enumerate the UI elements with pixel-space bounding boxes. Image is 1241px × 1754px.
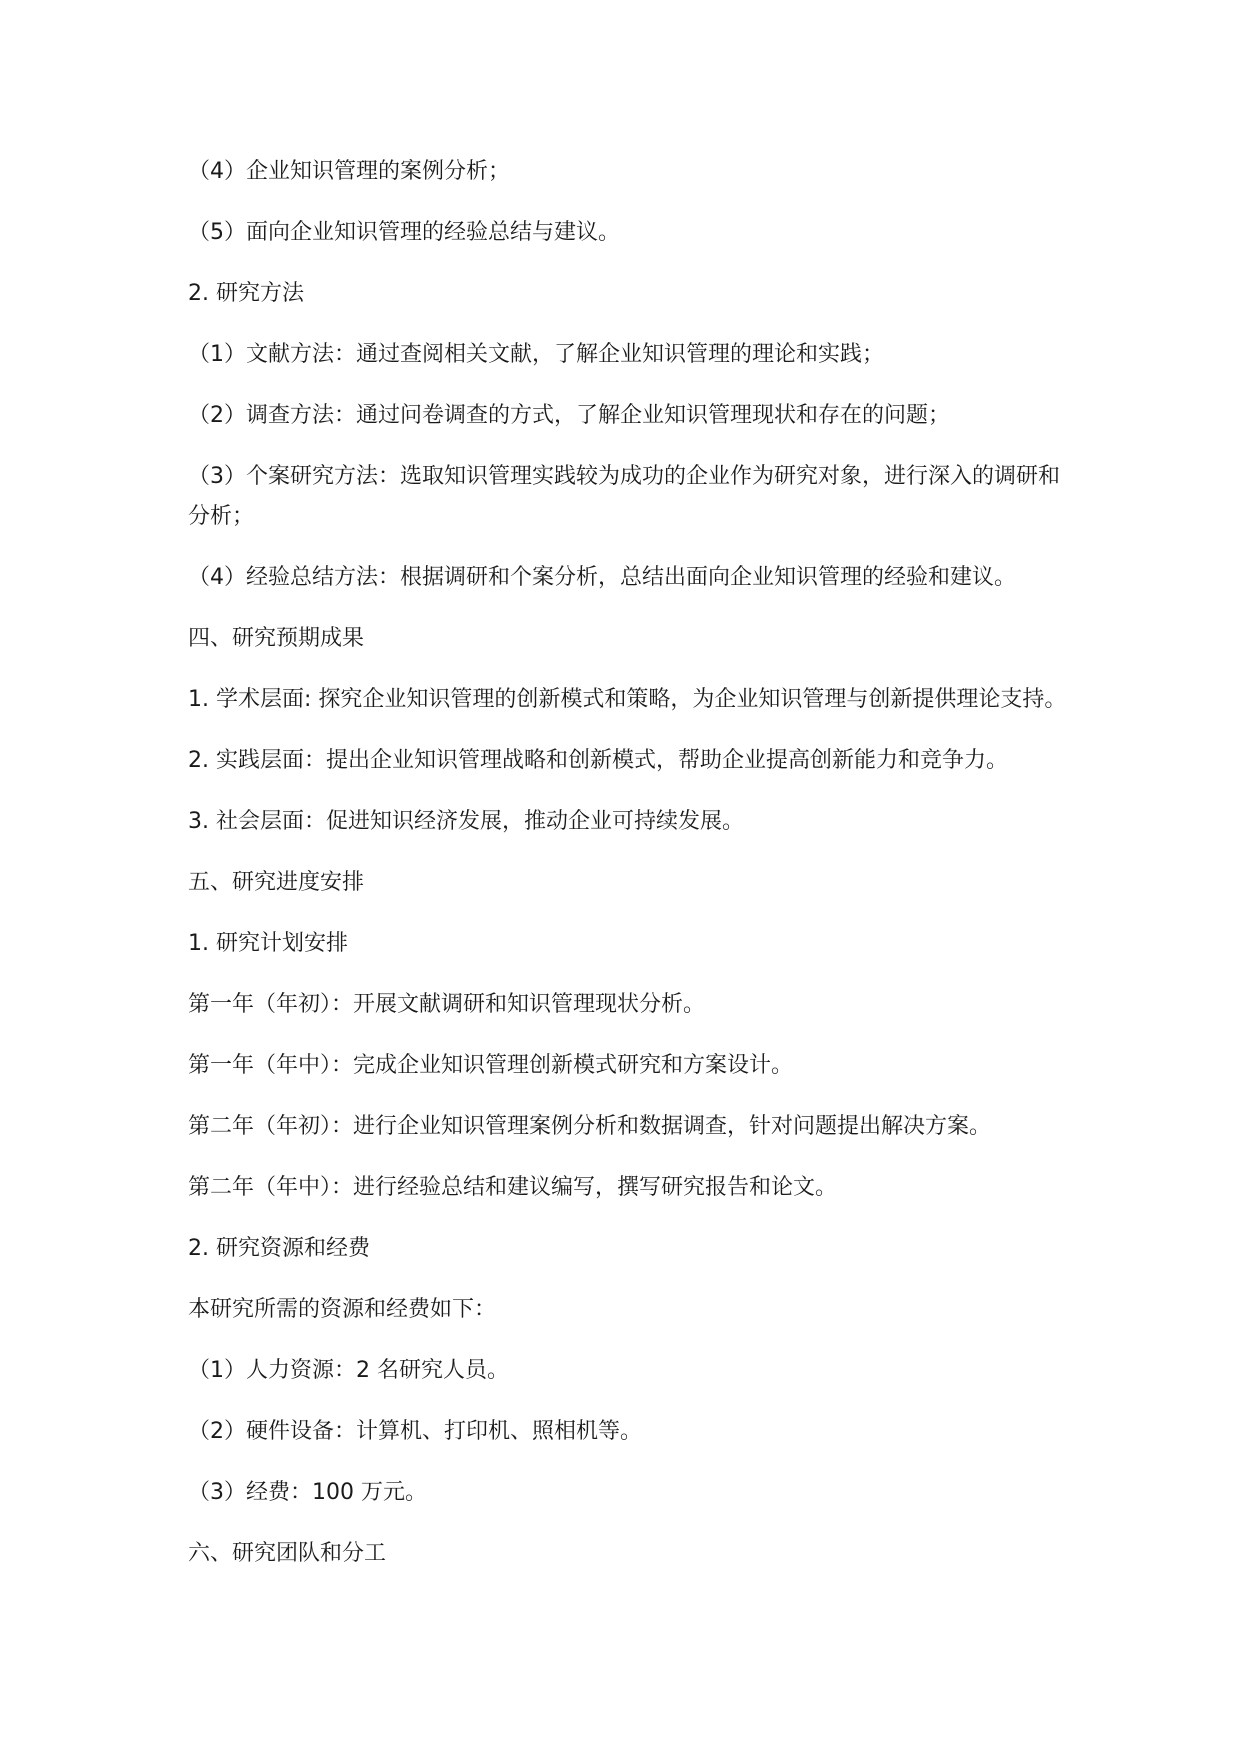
list-item-4: （4）企业知识管理的案例分析； xyxy=(188,159,510,184)
schedule-item-3: 第二年（年初）：进行企业知识管理案例分析和数据调查，针对问题提出解决方案。 xyxy=(188,1114,992,1139)
resources-intro: 本研究所需的资源和经费如下： xyxy=(188,1297,497,1322)
method-item-3: （3）个案研究方法：选取知识管理实践较为成功的企业作为研究对象，进行深入的调研和分析； xyxy=(188,464,1061,529)
result-item-3: 3. 社会层面：促进知识经济发展，推动企业可持续发展。 xyxy=(188,809,744,834)
result-item-2: 2. 实践层面：提出企业知识管理战略和创新模式，帮助企业提高创新能力和竞争力。 xyxy=(188,748,1008,773)
schedule-item-4: 第二年（年中）：进行经验总结和建议编写，撰写研究报告和论文。 xyxy=(188,1175,838,1200)
method-item-4: （4）经验总结方法：根据调研和个案分析，总结出面向企业知识管理的经验和建议。 xyxy=(188,565,1016,590)
list-item-5: （5）面向企业知识管理的经验总结与建议。 xyxy=(188,220,620,245)
section-heading-team: 六、研究团队和分工 xyxy=(188,1541,387,1566)
schedule-item-1: 第一年（年初）：开展文献调研和知识管理现状分析。 xyxy=(188,992,706,1017)
method-item-2: （2）调查方法：通过问卷调查的方式，了解企业知识管理现状和存在的问题； xyxy=(188,403,950,428)
subheading-resources: 2. 研究资源和经费 xyxy=(188,1236,370,1261)
resource-item-1: （1）人力资源：2 名研究人员。 xyxy=(188,1358,509,1383)
section-heading-expected-results: 四、研究预期成果 xyxy=(188,626,365,651)
result-item-1: 1. 学术层面: 探究企业知识管理的创新模式和策略，为企业知识管理与创新提供理论支持。 xyxy=(188,687,1067,712)
subheading-plan: 1. 研究计划安排 xyxy=(188,931,348,956)
document-body xyxy=(188,152,1068,1595)
section-heading-schedule: 五、研究进度安排 xyxy=(188,870,365,895)
method-item-1: （1）文献方法：通过查阅相关文献，了解企业知识管理的理论和实践； xyxy=(188,342,884,367)
section-heading-research-methods: 2. 研究方法 xyxy=(188,281,304,306)
schedule-item-2: 第一年（年中）：完成企业知识管理创新模式研究和方案设计。 xyxy=(188,1053,794,1078)
resource-item-3: （3）经费：100 万元。 xyxy=(188,1480,427,1505)
resource-item-2: （2）硬件设备：计算机、打印机、照相机等。 xyxy=(188,1419,642,1444)
